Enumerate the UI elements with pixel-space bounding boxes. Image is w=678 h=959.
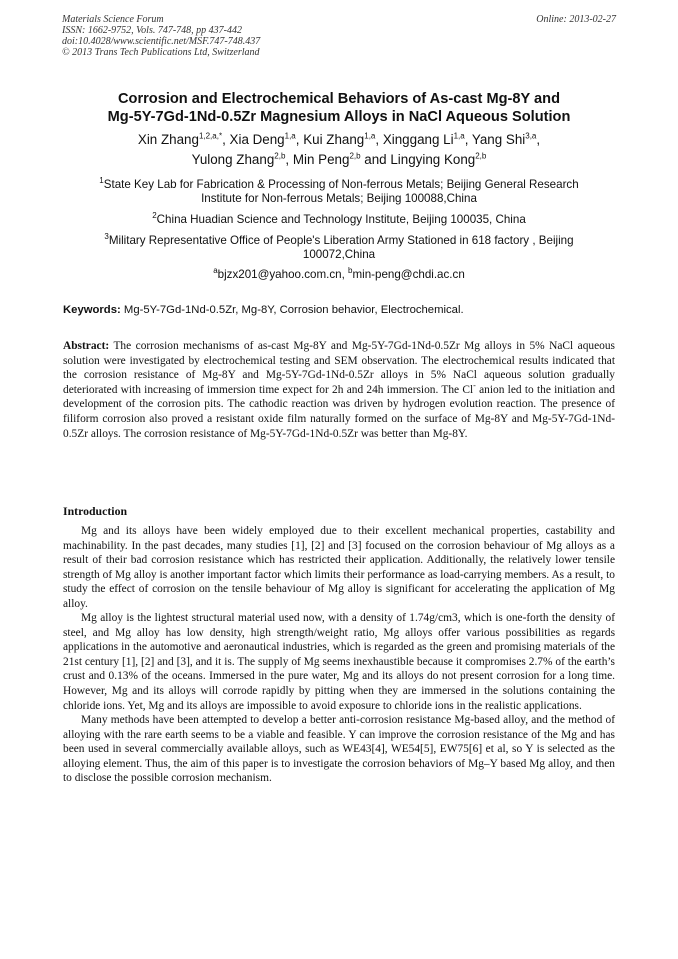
author: Xia Deng$^{1,a}$, bbox=[229, 131, 304, 147]
email-line: $^a$bjzx201@yahoo.com.cn, $^b$min-peng@chdi.ac.cn bbox=[213, 266, 465, 281]
author: Yulong Zhang$^{2,b}$, bbox=[191, 151, 293, 167]
keywords bbox=[63, 303, 615, 317]
journal-header bbox=[62, 14, 260, 58]
author: Xin Zhang$^{1,2,a,*}$, bbox=[137, 131, 230, 147]
author: Kui Zhang$^{1,a}$, bbox=[303, 131, 383, 147]
keywords-text: Mg-5Y-7Gd-1Nd-0.5Zr, Mg-8Y, Corrosion behavior, Electrochemical. bbox=[123, 304, 464, 316]
author: Yang Shi$^{3,a}$, bbox=[471, 131, 541, 147]
online-date: Online: 2013-02-27 bbox=[536, 14, 616, 25]
paper-title bbox=[40, 90, 638, 126]
author-list bbox=[40, 130, 638, 170]
email-a[interactable]: bjzx201@yahoo.com.cn, bbox=[217, 268, 349, 281]
affiliation-2: $^2$China Huadian Science and Technology Institute, Beijing 100035, China bbox=[152, 211, 526, 226]
keywords-label: Keywords: bbox=[63, 304, 121, 316]
email-b[interactable]: min-peng@chdi.ac.cn bbox=[352, 268, 465, 281]
doi-line: doi:10.4028/www.scientific.net/MSF.747-748.437 bbox=[62, 36, 261, 47]
affiliation-1: $^1$State Key Lab for Fabrication & Processing of Non-ferrous Metals; Beijing General Research Institute for Non-ferrous Metals; Beijing 100088,China bbox=[99, 176, 579, 205]
abstract-text-1: The corrosion mechanisms of as-cast Mg-8Y and Mg-5Y-7Gd-1Nd-0.5Zr Mg alloys in 5% NaCl aqueous solution were investigated by electrochemical testing and SEM observation. The electrochemical results indicated that the corrosion resistance of Mg-8Y and Mg-5Y-7Gd-1Nd-0.5Zr alloys in 5% NaCl aqueous solution gradually deteriorated with increasing of immersion time expect for 2h and 24h immersion. The Cl bbox=[63, 340, 615, 396]
affiliation-3: $^3$Military Representative Office of People's Liberation Army Stationed in 618 factory , Beijing 100072,China bbox=[104, 232, 574, 261]
copyright-line: © 2013 Trans Tech Publications Ltd, Switzerland bbox=[62, 47, 260, 58]
intro-paragraph-2: Mg alloy is the lightest structural material used now, with a density of 1.74g/cm3, which is one-forth the density of steel, and Mg alloy has low density, high strength/weight ratio, Mg alloys offer various possibilities as regards applications in the automotive and aeronautical industries, which is regarded as the green and promising materials of the 21st century [1], [2] and [3], and it is. The supply of Mg seems inexhaustible because it compromises 2.7% of the earth’s crust and 0.13% of the oceans. Immersed in the pure water, Mg and its alloys do not present corrosion for a long time. However, Mg and its alloys will corrode rapidly by pitting when they are immersed in the solutions containing the chloride ions. Yet, Mg and its alloys are impossible to avoid exposure to chloride ions in the realistic applications. bbox=[63, 612, 615, 712]
title-line-2: Mg-5Y-7Gd-1Nd-0.5Zr Magnesium Alloys in NaCl Aqueous Solution bbox=[107, 109, 571, 125]
title-line-1: Corrosion and Electrochemical Behaviors of As-cast Mg-8Y and bbox=[118, 91, 560, 107]
author: Xinggang Li$^{1,a}$, bbox=[382, 131, 472, 147]
introduction-heading: Introduction bbox=[63, 504, 128, 518]
journal-name: Materials Science Forum bbox=[62, 14, 164, 25]
intro-paragraph-1: Mg and its alloys have been widely employed due to their excellent mechanical properties, castability and machinability. In the past decades, many studies [1], [2] and [3] focused on the corrosion behaviour of Mg alloys as a result of their bad corrosion resistance which has restricted their application. Additionally, the relatively lower tensile strength of Mg alloy is another important factor which limits their performance as load-carrying members. As a result, to study the effect of corrosion on the tensile behaviour of Mg alloy is significant for accelerating the application of Mg alloy. bbox=[63, 525, 615, 610]
abstract-text-2: anion led to the initiation and development of the corrosion pits. The cathodic reaction was driven by hydrogen evolution reaction. The presence of filiform corrosion also proved a resistant oxide film naturally formed on the surface of Mg-8Y and Mg-5Y-7Gd-1Nd-0.5Zr alloys. The corrosion resistance of Mg-5Y-7Gd-1Nd-0.5Zr was better than Mg-8Y. bbox=[63, 383, 615, 440]
abstract bbox=[63, 339, 615, 441]
issn-line: ISSN: 1662-9752, Vols. 747-748, pp 437-442 bbox=[62, 25, 242, 36]
author: Lingying Kong$^{2,b}$ bbox=[390, 151, 487, 167]
intro-paragraph-3: Many methods have been attempted to develop a better anti-corrosion resistance Mg-based alloy, and the method of alloying with the rare earth seems to be a viable and feasible. Y can improve the corrosion resistance of the Mg and has been used in several commercially available alloys, such as WE43[4], WE54[5], EW75[6] et al, so Y is selected as the alloying element. Thus, the aim of this paper is to investigate the corrosion behaviors of Mg–Y based Mg alloy, and then to disclose the possible corrosion mechanism. bbox=[63, 714, 615, 785]
abstract-label: Abstract: bbox=[63, 340, 110, 352]
author: Min Peng$^{2,b}$ and bbox=[292, 151, 391, 167]
introduction-body bbox=[63, 524, 615, 786]
chloride-superscript: - bbox=[473, 380, 476, 390]
